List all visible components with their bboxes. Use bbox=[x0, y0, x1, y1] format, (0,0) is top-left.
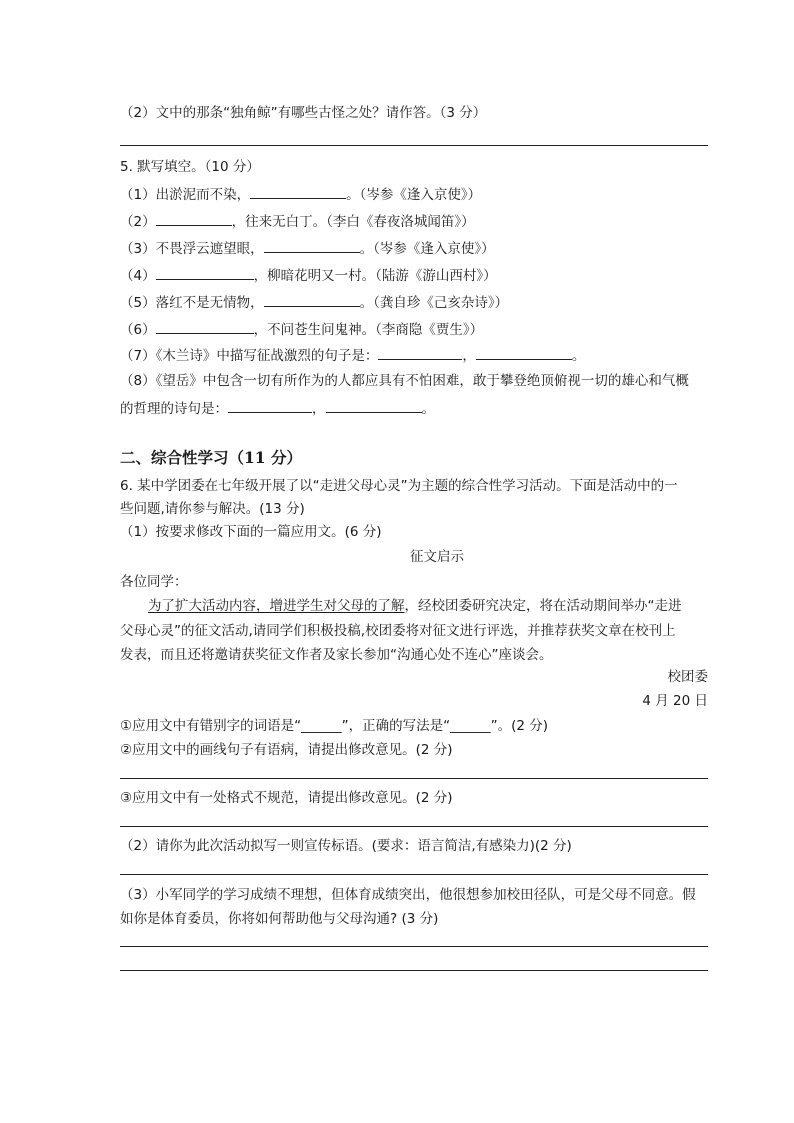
answer-line-c2 bbox=[120, 778, 708, 779]
answer-line-c3 bbox=[120, 826, 708, 827]
fill-blank bbox=[378, 345, 462, 360]
fill-blank bbox=[156, 265, 254, 280]
q6-sub3-line1: （3）小军同学的学习成绩不理想，但体育成绩突出，他很想参加校田径队，可是父母不同意。假 bbox=[120, 887, 696, 903]
fill-blank bbox=[156, 319, 254, 334]
q5-item-3: （3）不畏浮云遮望眼， 。（岑参《逢入京使》） bbox=[120, 238, 495, 258]
fill-blank bbox=[326, 398, 422, 413]
answer-line-sub2 bbox=[120, 874, 708, 875]
q5-item-5: （5）落红不是无情物， 。（龚自珍《己亥杂诗》） bbox=[120, 292, 508, 312]
q5-item-6: （6） ，不问苍生问鬼神。（李商隐《贾生》） bbox=[120, 319, 483, 339]
notice-body-line2: 父母心灵”的征文活动,请同学们积极投稿,校团委将对征文进行评选，并推荐获奖文章在校刊上 bbox=[120, 623, 676, 639]
q6-sub2: （2）请你为此次活动拟写一则宣传标语。(要求：语言简洁,有感染力)(2 分) bbox=[120, 838, 572, 854]
answer-line-sub3-b bbox=[120, 970, 708, 971]
fill-blank bbox=[476, 345, 572, 360]
answer-line-q4-sub2 bbox=[120, 145, 708, 146]
notice-body-line3: 发表，而且还将邀请获奖征文作者及家长参加“沟通心处不连心”座谈会。 bbox=[120, 647, 553, 663]
q4-sub2-question: （2）文中的那条“独角鲸”有哪些古怪之处？请作答。（3 分） bbox=[120, 105, 487, 121]
fill-blank bbox=[264, 238, 360, 253]
fill-blank bbox=[264, 292, 360, 307]
q5-item-1: （1）出淤泥而不染， 。（岑参《逢入京使》） bbox=[120, 184, 481, 204]
q6-sub1: （1）按要求修改下面的一篇应用文。(6 分) bbox=[120, 524, 382, 540]
q5-item-2: （2） ，往来无白丁。（李白《春夜洛城闻笛》） bbox=[120, 211, 475, 231]
notice-body-line1: 为了扩大活动内容，增进学生对父母的了解，经校团委研究决定，将在活动期间举办“走进 bbox=[148, 598, 682, 614]
notice-signature: 校团委 bbox=[667, 669, 708, 685]
q6-intro-line1: 6. 某中学团委在七年级开展了以“走进父母心灵”为主题的综合性学习活动。下面是活动中的一 bbox=[120, 478, 678, 494]
q6-correction-2: ②应用文中的画线句子有语病，请提出修改意见。(2 分) bbox=[120, 742, 453, 758]
notice-date: 4 月 20 日 bbox=[642, 693, 708, 709]
q6-correction-1: ①应用文中有错别字的词语是“______”，正确的写法是“______”。(2 分) bbox=[120, 718, 548, 734]
fill-blank bbox=[250, 184, 346, 199]
answer-line-sub3-a bbox=[120, 946, 708, 947]
notice-salutation: 各位同学： bbox=[120, 574, 188, 590]
section-heading: 二、综合性学习（11 分） bbox=[120, 448, 302, 467]
fill-blank bbox=[156, 211, 232, 226]
q5-item-8-line1: （8）《望岳》中包含一切有所作为的人都应具有不怕困难，敢于攀登绝顶俯视一切的雄心和气概 bbox=[120, 373, 689, 389]
fill-blank bbox=[228, 398, 312, 413]
q5-item-8-line2: 的哲理的诗句是： ， 。 bbox=[120, 398, 435, 418]
q5-title: 5. 默写填空。（10 分） bbox=[120, 159, 260, 175]
notice-title: 征文启示 bbox=[410, 549, 464, 565]
q6-intro-line2: 些问题,请你参与解决。(13 分) bbox=[120, 501, 305, 517]
q5-item-4: （4） ，柳暗花明又一村。（陆游《游山西村》） bbox=[120, 265, 497, 285]
q5-item-7: （7）《木兰诗》中描写征战激烈的句子是： ， 。 bbox=[120, 345, 585, 365]
q6-correction-3: ③应用文中有一处格式不规范，请提出修改意见。(2 分) bbox=[120, 790, 453, 806]
underlined-sentence: 为了扩大活动内容，增进学生对父母的了解 bbox=[148, 598, 405, 614]
q6-sub3-line2: 如你是体育委员，你将如何帮助他与父母沟通? (3 分) bbox=[120, 911, 439, 927]
